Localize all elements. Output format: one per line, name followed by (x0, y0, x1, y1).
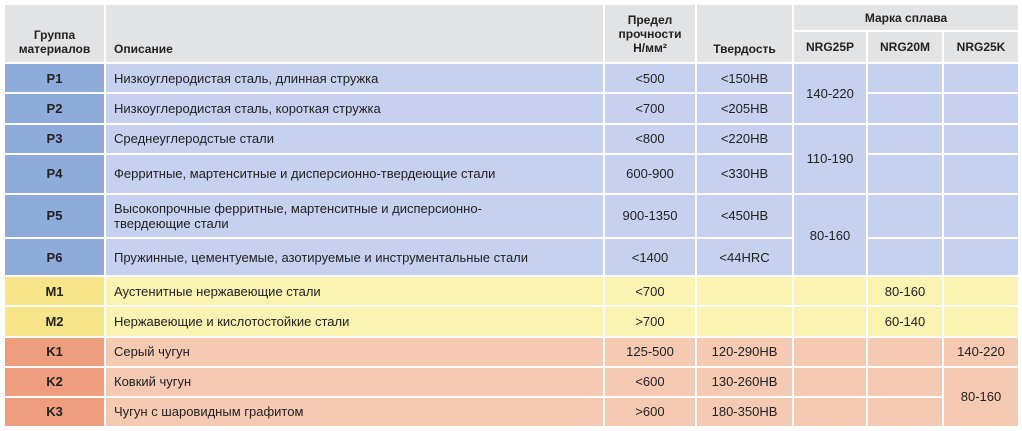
nrg25k-empty (944, 125, 1018, 153)
group-cell: P3 (5, 125, 104, 153)
hardness-cell: 180-350HB (697, 398, 792, 426)
description-cell: Аустенитные нержавеющие стали (106, 277, 603, 305)
description-cell: Серый чугун (106, 338, 603, 366)
strength-cell: >700 (605, 307, 695, 335)
strength-cell: <700 (605, 277, 695, 305)
strength-cell: <700 (605, 94, 695, 122)
description-cell: Нержавеющие и кислотостойкие стали (106, 307, 603, 335)
header-strength: Предел прочности Н/мм² (605, 5, 695, 62)
nrg25p-value: 80-160 (794, 195, 866, 275)
nrg25p-value: 140-220 (794, 64, 866, 122)
hardness-cell (697, 307, 792, 335)
nrg25k-empty (944, 155, 1018, 193)
nrg25k-empty (944, 307, 1018, 335)
hardness-cell: <220HB (697, 125, 792, 153)
hardness-cell: <450HB (697, 195, 792, 237)
hardness-cell: <44HRC (697, 239, 792, 275)
strength-cell: 900-1350 (605, 195, 695, 237)
strength-cell: <800 (605, 125, 695, 153)
hardness-cell: <205HB (697, 94, 792, 122)
description-cell: Низкоуглеродистая сталь, длинная стружка (106, 64, 603, 92)
nrg20m-empty (868, 64, 942, 92)
description-cell: Ферритные, мартенситные и дисперсионно-твердеющие стали (106, 155, 603, 193)
nrg20m-value: 80-160 (868, 277, 942, 305)
nrg20m-empty (868, 155, 942, 193)
description-cell: Чугун с шаровидным графитом (106, 398, 603, 426)
nrg20m-empty (868, 368, 942, 396)
description-cell: Пружинные, цементуемые, азотируемые и инструментальные стали (106, 239, 603, 275)
hardness-cell: 120-290HB (697, 338, 792, 366)
group-cell: P2 (5, 94, 104, 122)
group-cell: M1 (5, 277, 104, 305)
nrg25k-empty (944, 94, 1018, 122)
materials-table (3, 3, 1020, 428)
group-cell: P6 (5, 239, 104, 275)
group-cell: K1 (5, 338, 104, 366)
nrg20m-empty (868, 125, 942, 153)
strength-cell: <500 (605, 64, 695, 92)
nrg25p-empty (794, 338, 866, 366)
nrg25p-empty (794, 398, 866, 426)
nrg25k-value: 80-160 (944, 368, 1018, 426)
hardness-cell: <150HB (697, 64, 792, 92)
nrg25p-empty (794, 277, 866, 305)
hardness-cell: 130-260HB (697, 368, 792, 396)
strength-cell: <1400 (605, 239, 695, 275)
nrg20m-value: 60-140 (868, 307, 942, 335)
group-cell: P1 (5, 64, 104, 92)
hardness-cell (697, 277, 792, 305)
nrg20m-empty (868, 239, 942, 275)
nrg25k-empty (944, 195, 1018, 237)
nrg25p-value: 110-190 (794, 125, 866, 193)
description-cell: Среднеуглеродстые стали (106, 125, 603, 153)
strength-cell: >600 (605, 398, 695, 426)
strength-cell: 125-500 (605, 338, 695, 366)
header-description: Описание (106, 5, 603, 62)
description-cell: Низкоуглеродистая сталь, короткая стружка (106, 94, 603, 122)
strength-cell: 600-900 (605, 155, 695, 193)
nrg25k-empty (944, 239, 1018, 275)
group-cell: P4 (5, 155, 104, 193)
header-grade-nrg25k: NRG25K (944, 32, 1018, 62)
group-cell: K3 (5, 398, 104, 426)
nrg20m-empty (868, 195, 942, 237)
header-group: Группа материалов (5, 5, 104, 62)
nrg25k-value: 140-220 (944, 338, 1018, 366)
nrg20m-empty (868, 94, 942, 122)
strength-cell: <600 (605, 368, 695, 396)
header-grade-nrg25p: NRG25P (794, 32, 866, 62)
group-cell: K2 (5, 368, 104, 396)
header-hardness: Твердость (697, 5, 792, 62)
nrg25p-empty (794, 368, 866, 396)
header-grade-nrg20m: NRG20M (868, 32, 942, 62)
description-cell: Высокопрочные ферритные, мартенситные и дисперсионно-твердеющие стали (106, 195, 603, 237)
group-cell: P5 (5, 195, 104, 237)
description-cell: Ковкий чугун (106, 368, 603, 396)
nrg20m-empty (868, 338, 942, 366)
hardness-cell: <330HB (697, 155, 792, 193)
group-cell: M2 (5, 307, 104, 335)
nrg25k-empty (944, 64, 1018, 92)
header-grade: Марка сплава (794, 5, 1018, 30)
nrg25p-empty (794, 307, 866, 335)
nrg25k-empty (944, 277, 1018, 305)
nrg20m-empty (868, 398, 942, 426)
